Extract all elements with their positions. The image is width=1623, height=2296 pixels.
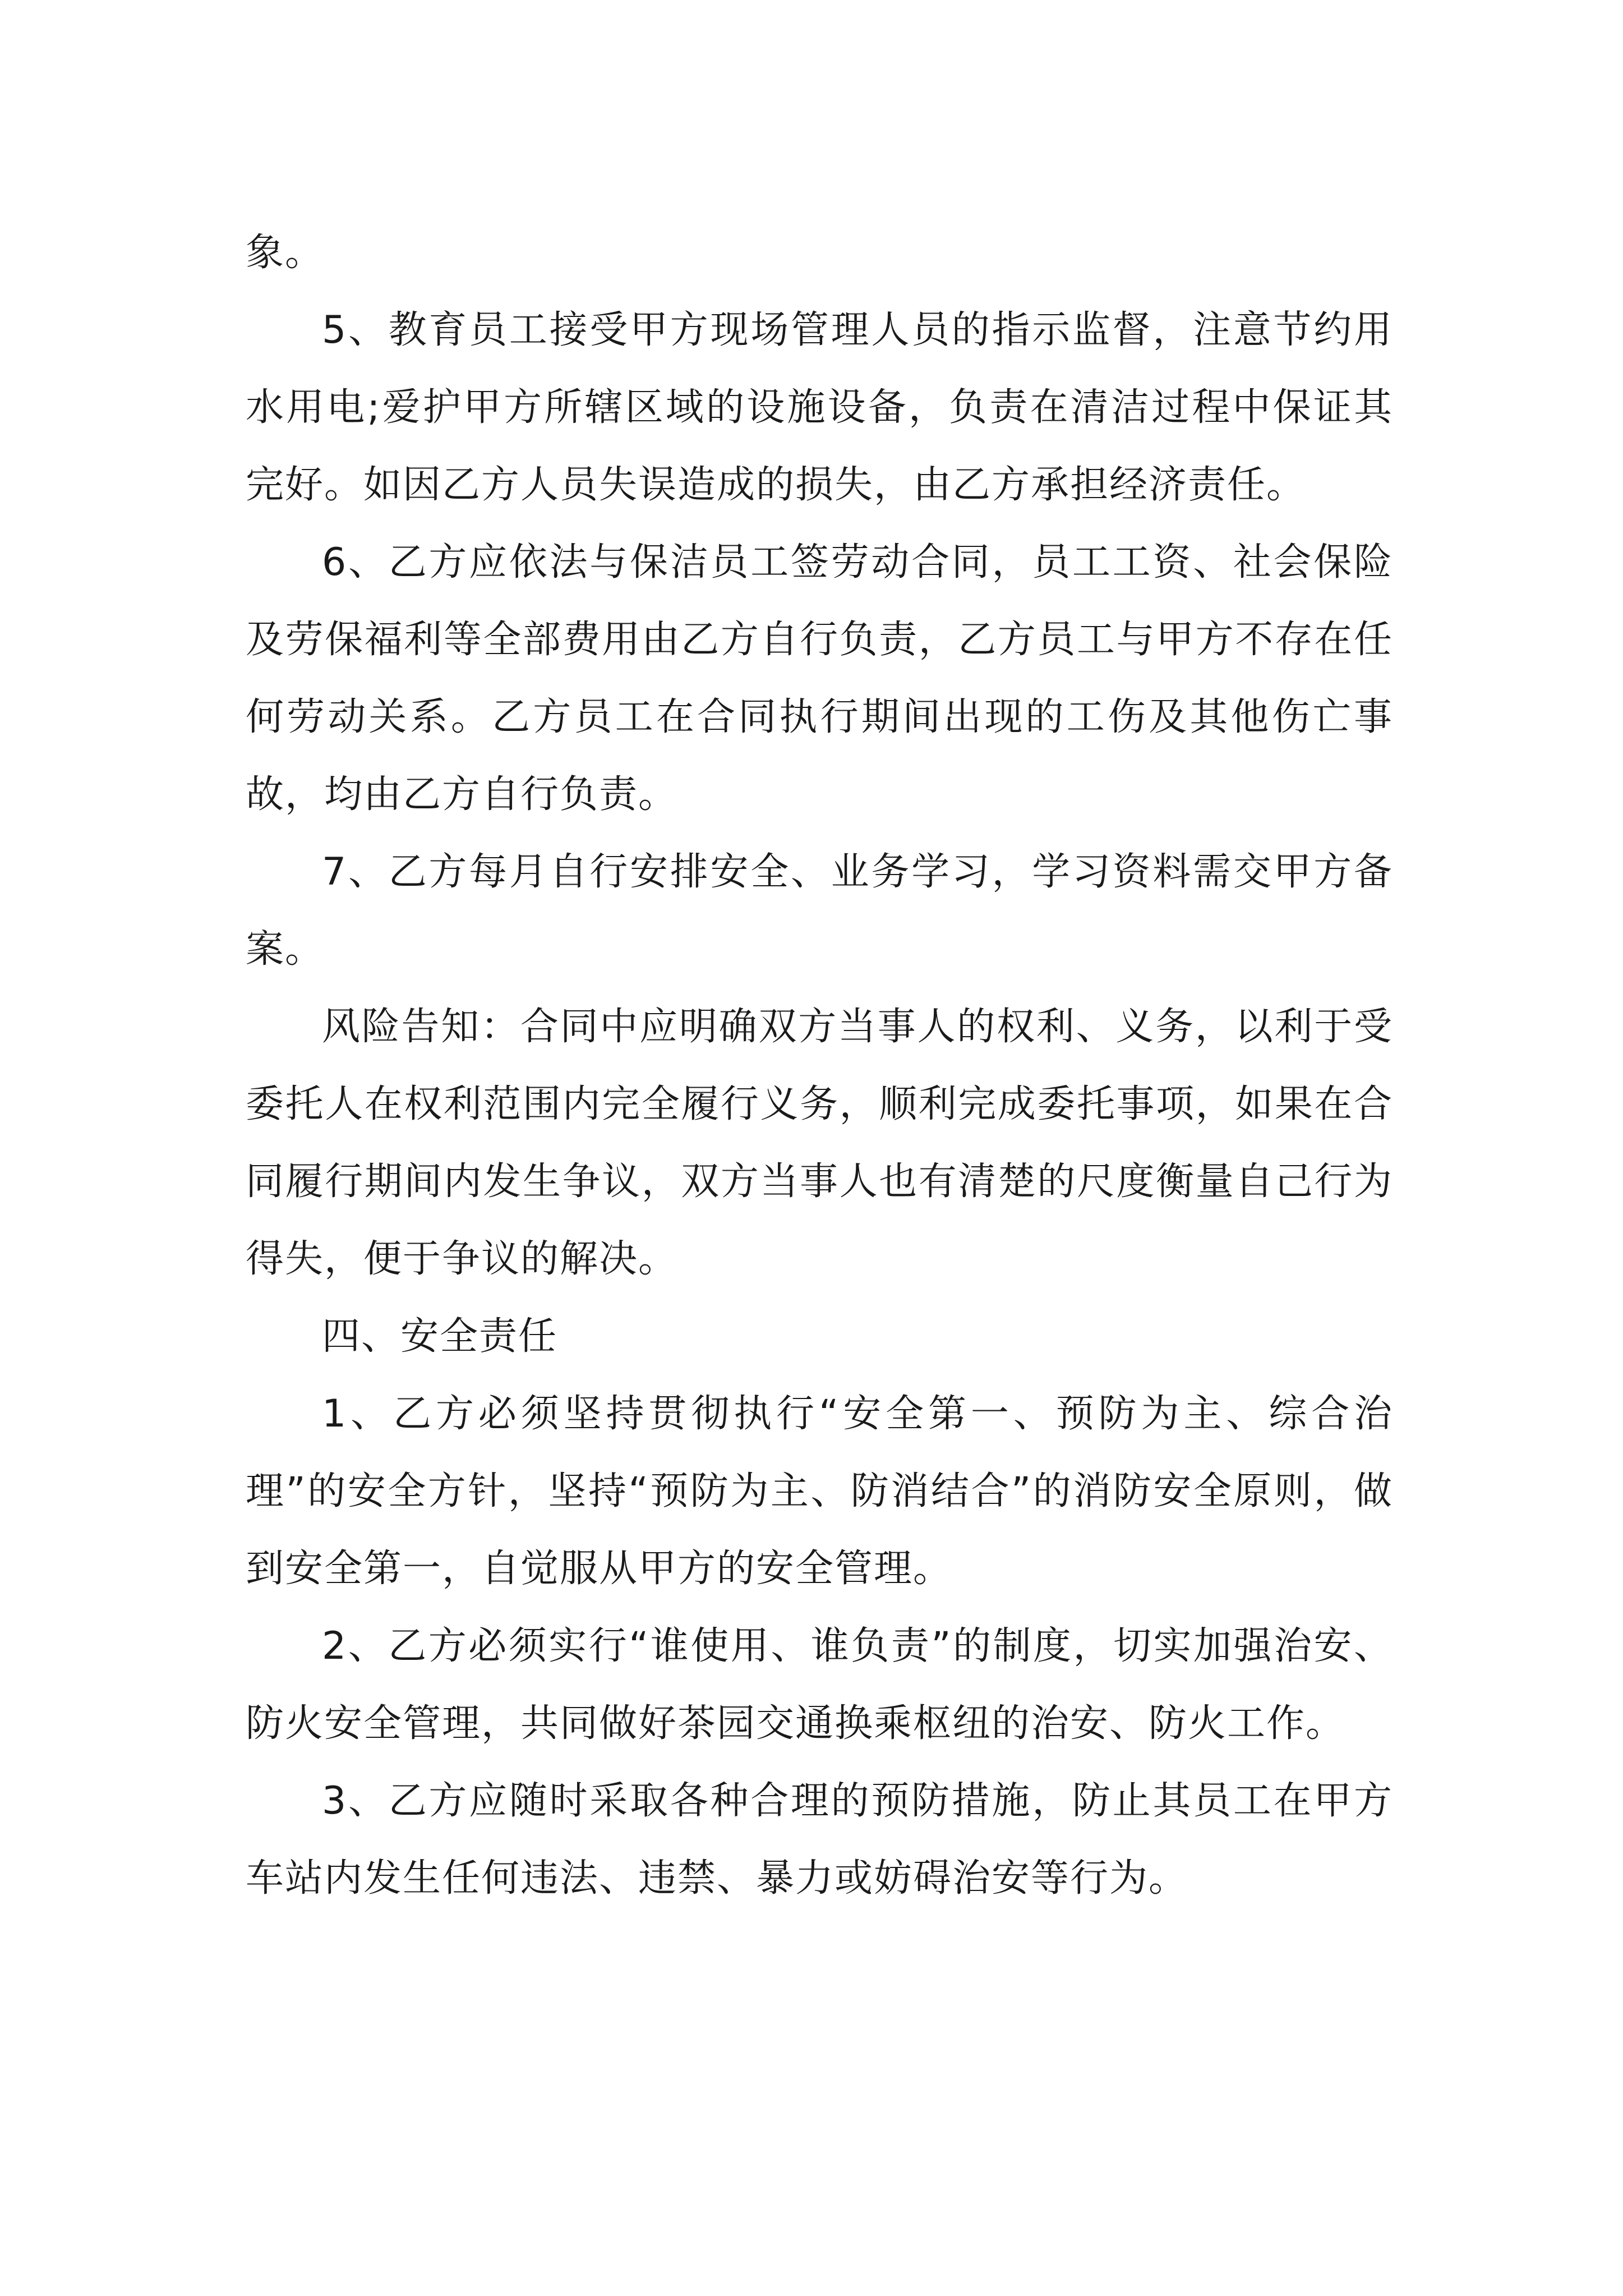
paragraph-safety-3: 3、乙方应随时采取各种合理的预防措施，防止其员工在甲方车站内发生任何违法、违禁、暴力或妨碍治安等行为。	[246, 1779, 1393, 1901]
section-heading-safety: 四、安全责任	[322, 1314, 558, 1359]
paragraph-continuation: 象。	[246, 231, 325, 275]
paragraph-risk-notice: 风险告知：合同中应明确双方当事人的权利、义务，以利于受委托人在权利范围内完全履行义务，顺利完成委托事项，如果在合同履行期间内发生争议，双方当事人也有清楚的尺度衡量自己行为得失，便于争议的解决。	[246, 1005, 1393, 1281]
paragraph-safety-2: 2、乙方必须实行“谁使用、谁负责”的制度，切实加强治安、防火安全管理，共同做好茶园交通换乘枢纽的治安、防火工作。	[246, 1624, 1393, 1746]
paragraph-item-6: 6、乙方应依法与保洁员工签劳动合同，员工工资、社会保险及劳保福利等全部费用由乙方自行负责，乙方员工与甲方不存在任何劳动关系。乙方员工在合同执行期间出现的工伤及其他伤亡事故，均由乙方自行负责。	[246, 540, 1393, 817]
document-body	[246, 214, 1393, 1917]
paragraph-item-7: 7、乙方每月自行安排安全、业务学习，学习资料需交甲方备案。	[246, 850, 1393, 972]
paragraph-item-5: 5、教育员工接受甲方现场管理人员的指示监督，注意节约用水用电;爱护甲方所辖区域的设施设备，负责在清洁过程中保证其完好。如因乙方人员失误造成的损失，由乙方承担经济责任。	[246, 308, 1393, 507]
paragraph-safety-1: 1、乙方必须坚持贯彻执行“安全第一、预防为主、综合治理”的安全方针，坚持“预防为主、防消结合”的消防安全原则，做到安全第一，自觉服从甲方的安全管理。	[246, 1392, 1393, 1591]
